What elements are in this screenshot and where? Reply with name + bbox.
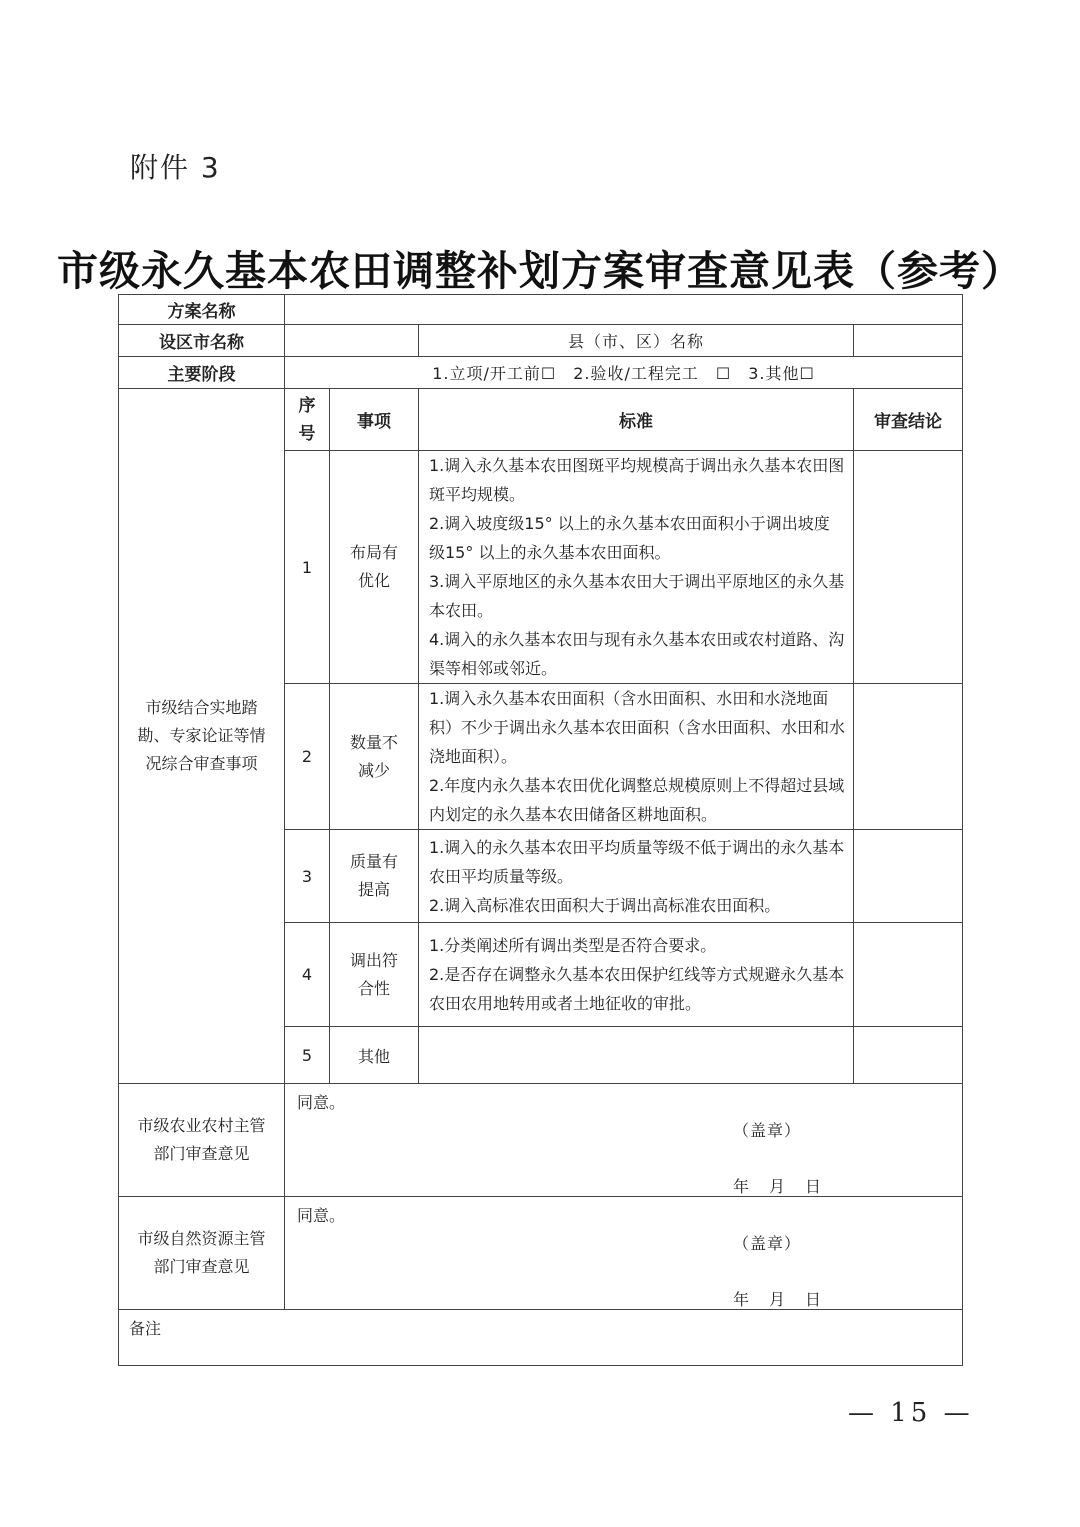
row-item: 调出符合性 <box>330 923 419 1027</box>
page-title: 市级永久基本农田调整补划方案审查意见表（参考） <box>57 247 1023 295</box>
header-conclusion: 审查结论 <box>854 389 963 451</box>
stage-options[interactable]: 1.立项/开工前☐ 2.验收/工程完工 ☐ 3.其他☐ <box>285 357 963 389</box>
row-item: 数量不减少 <box>330 684 419 830</box>
resource-opinion-field[interactable] <box>285 1197 963 1310</box>
row-item: 布局有优化 <box>330 451 419 684</box>
row-no: 4 <box>285 923 330 1027</box>
row-conclusion[interactable] <box>854 923 963 1027</box>
plan-name-field[interactable] <box>285 295 963 325</box>
remark-field[interactable] <box>119 1310 963 1366</box>
row-criteria <box>419 451 854 684</box>
date-label: 年 月 日 <box>733 1177 824 1196</box>
criterion: 3.调入平原地区的永久基本农田大于调出平原地区的永久基本农田。 <box>429 572 845 620</box>
plan-name-label: 方案名称 <box>119 295 285 325</box>
header-no: 序号 <box>285 389 330 451</box>
review-group-label: 市级结合实地踏勘、专家论证等情况综合审查事项 <box>119 389 285 1084</box>
city-name-label: 设区市名称 <box>119 325 285 357</box>
row-no: 3 <box>285 830 330 923</box>
row-no: 2 <box>285 684 330 830</box>
row-conclusion[interactable] <box>854 684 963 830</box>
row-criteria <box>419 923 854 1027</box>
row-criteria <box>419 1027 854 1084</box>
resource-opinion-label: 市级自然资源主管部门审查意见 <box>119 1197 285 1310</box>
city-name-field[interactable] <box>285 325 419 357</box>
criterion: 4.调入的永久基本农田与现有永久基本农田或农村道路、沟渠等相邻或邻近。 <box>429 630 845 678</box>
opinion-text: 同意。 <box>297 1206 346 1225</box>
remark-label: 备注 <box>129 1319 162 1338</box>
date-label: 年 月 日 <box>733 1290 824 1309</box>
header-item: 事项 <box>330 389 419 451</box>
row-conclusion[interactable] <box>854 1027 963 1084</box>
county-name-label: 县（市、区）名称 <box>419 325 854 357</box>
criterion: 2.是否存在调整永久基本农田保护红线等方式规避永久基本农田农用地转用或者土地征收的审批。 <box>429 965 845 1013</box>
stamp-label: （盖章） <box>733 1121 802 1140</box>
row-criteria <box>419 684 854 830</box>
page-number: — 15 — <box>848 1398 974 1428</box>
criterion: 1.调入永久基本农田面积（含水田面积、水田和水浇地面积）不少于调出永久基本农田面积（含水田面积、水田和水浇地面积）。 <box>429 689 846 766</box>
attachment-label: 附件 3 <box>130 151 221 184</box>
criterion: 2.调入坡度级15° 以上的永久基本农田面积小于调出坡度级15° 以上的永久基本农田面积。 <box>429 514 830 562</box>
row-conclusion[interactable] <box>854 830 963 923</box>
agri-opinion-label: 市级农业农村主管部门审查意见 <box>119 1084 285 1197</box>
row-criteria <box>419 830 854 923</box>
opinion-text: 同意。 <box>297 1093 346 1112</box>
review-table <box>118 294 963 1366</box>
header-standard: 标准 <box>419 389 854 451</box>
row-item: 质量有提高 <box>330 830 419 923</box>
criterion: 2.年度内永久基本农田优化调整总规模原则上不得超过县域内划定的永久基本农田储备区耕地面积。 <box>429 776 845 824</box>
criterion: 1.分类阐述所有调出类型是否符合要求。 <box>429 936 717 955</box>
criterion: 1.调入的永久基本农田平均质量等级不低于调出的永久基本农田平均质量等级。 <box>429 837 845 886</box>
row-item: 其他 <box>330 1027 419 1084</box>
row-conclusion[interactable] <box>854 451 963 684</box>
stamp-label: （盖章） <box>733 1234 802 1253</box>
county-name-field[interactable] <box>854 325 963 357</box>
row-no: 5 <box>285 1027 330 1084</box>
row-no: 1 <box>285 451 330 684</box>
criterion: 2.调入高标准农田面积大于调出高标准农田面积。 <box>429 895 781 915</box>
agri-opinion-field[interactable] <box>285 1084 963 1197</box>
stage-label: 主要阶段 <box>119 357 285 389</box>
criterion: 1.调入永久基本农田图斑平均规模高于调出永久基本农田图斑平均规模。 <box>429 456 845 504</box>
